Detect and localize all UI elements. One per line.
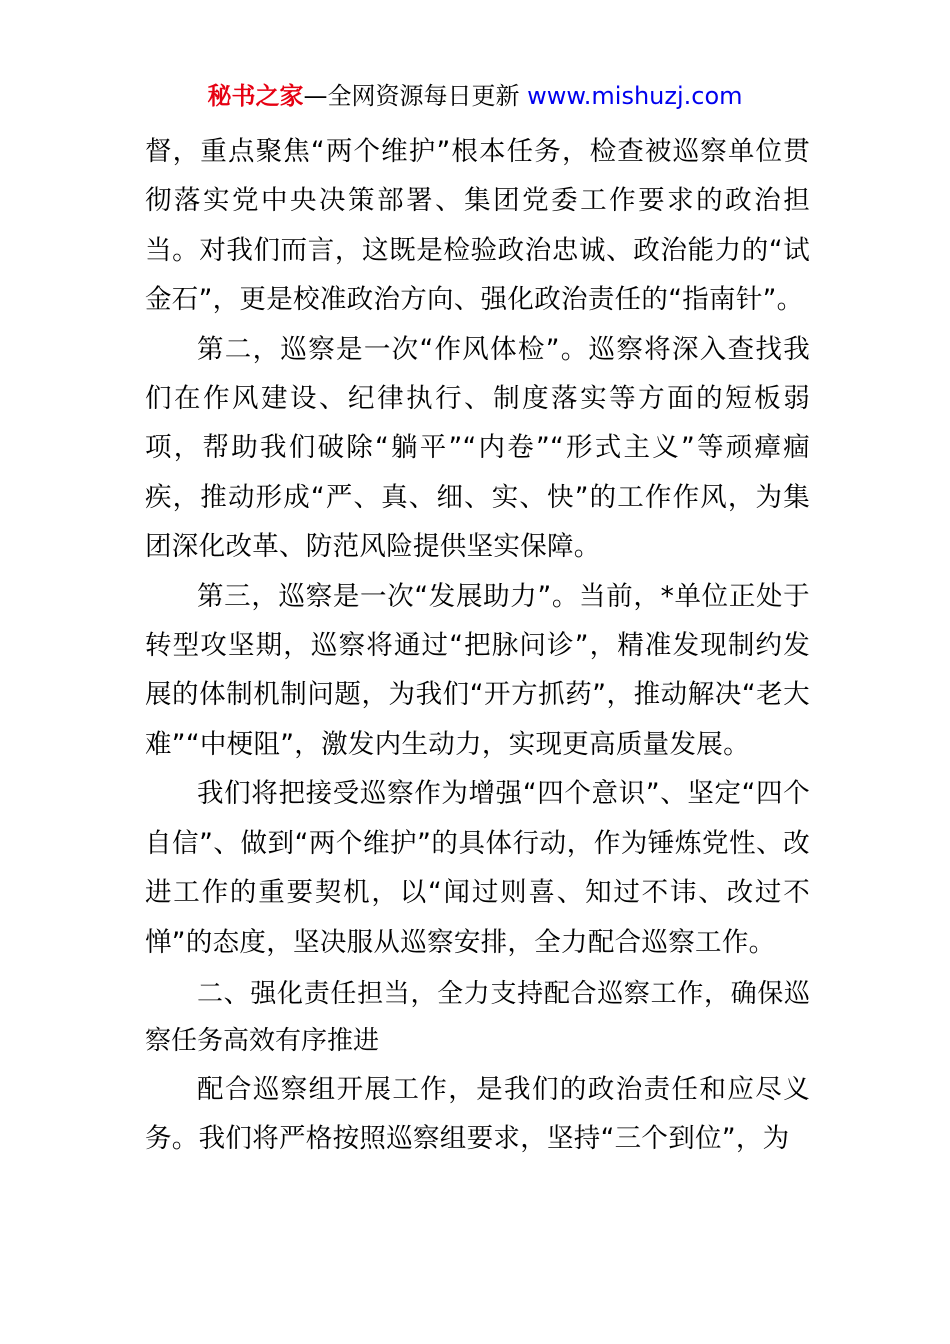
paragraph-second-point: 第二，巡察是一次“作风体检”。巡察将深入查找我们在作风建设、纪律执行、制度落实等方面的短板弱项，帮助我们破除“躺平”“内卷”“形式主义”等顽瘴痼疾，推动形成“严、真、细、实、快”的工作作风，为集团深化改革、防范风险提供坚实保障。 xyxy=(145,333,810,563)
section-heading: 二、强化责任担当，全力支持配合巡察工作，确保巡察任务高效有序推进 xyxy=(145,978,810,1056)
brand-name: 秘书之家 xyxy=(207,82,304,110)
paragraph-continuation: 督，重点聚焦“两个维护”根本任务，检查被巡察单位贯彻落实党中央决策部署、集团党委工作要求的政治担当。对我们而言，这既是检验政治忠诚、政治能力的“试金石”，更是校准政治方向、强化政治责任的“指南针”。 xyxy=(145,136,810,316)
paragraph-commitment: 我们将把接受巡察作为增强“四个意识”、坚定“四个自信”、做到“两个维护”的具体行动，作为锤炼党性、改进工作的重要契机，以“闻过则喜、知过不讳、改过不惮”的态度，坚决服从巡察安排，全力配合巡察工作。 xyxy=(145,778,810,958)
paragraph-final: 配合巡察组开展工作，是我们的政治责任和应尽义务。我们将严格按照巡察组要求，坚持“三个到位”，为 xyxy=(145,1073,810,1155)
document-body xyxy=(145,127,810,1164)
header-tagline: —全网资源每日更新 xyxy=(303,82,520,110)
paragraph-third-point: 第三，巡察是一次“发展助力”。当前，*单位正处于转型攻坚期，巡察将通过“把脉问诊”，精准发现制约发展的体制机制问题，为我们“开方抓药”，推动解决“老大难”“中梗阻”，激发内生动力，实现更高质量发展。 xyxy=(145,580,810,760)
site-url-link[interactable]: www.mishuzj.com xyxy=(527,82,743,110)
site-header xyxy=(0,80,950,112)
